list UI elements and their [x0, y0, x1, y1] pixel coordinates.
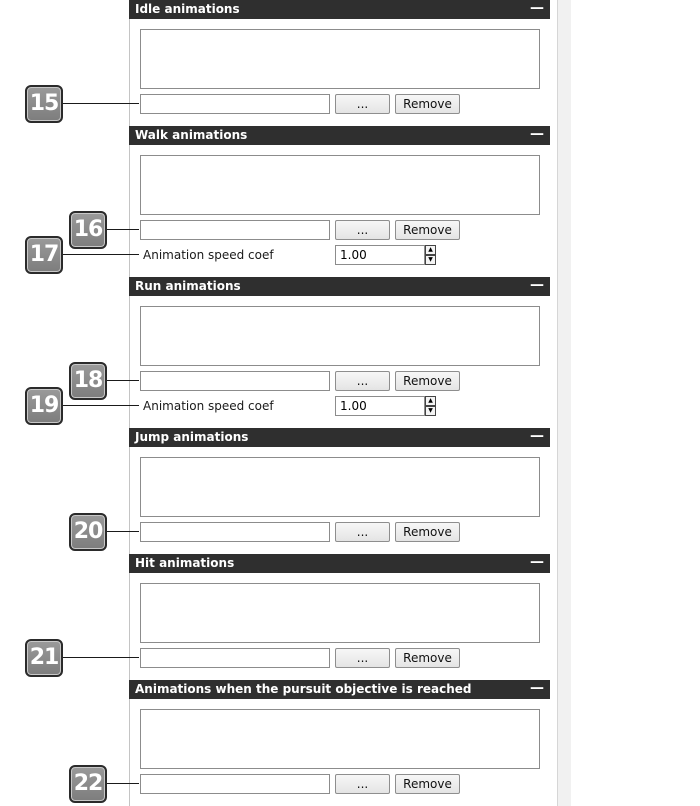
- callout-leader-line: [63, 254, 139, 255]
- hit-remove-button[interactable]: Remove: [395, 648, 460, 668]
- walk-browse-button[interactable]: ...: [335, 220, 390, 240]
- callout-badge: 20: [69, 513, 107, 551]
- collapse-icon[interactable]: —: [530, 680, 544, 696]
- callout-badge: 15: [25, 85, 63, 123]
- section-header-jump[interactable]: [129, 428, 550, 447]
- collapse-icon[interactable]: —: [530, 126, 544, 142]
- section-header-walk[interactable]: [129, 126, 550, 145]
- idle-path-input[interactable]: [140, 94, 330, 114]
- jump-remove-button[interactable]: Remove: [395, 522, 460, 542]
- run-speed-label: Animation speed coef: [143, 399, 274, 413]
- callout-leader-line: [107, 531, 139, 532]
- callout-leader-line: [63, 103, 139, 104]
- section-header-pursuit[interactable]: [129, 680, 550, 699]
- idle-animations-list[interactable]: [140, 29, 540, 89]
- callout-leader-line: [63, 405, 139, 406]
- callout-leader-line: [107, 783, 139, 784]
- section-title-pursuit: Animations when the pursuit objective is reached: [135, 682, 472, 696]
- jump-path-input[interactable]: [140, 522, 330, 542]
- walk-path-input[interactable]: [140, 220, 330, 240]
- idle-browse-button[interactable]: ...: [335, 94, 390, 114]
- walk-speed-stepper[interactable]: [335, 245, 436, 265]
- pursuit-remove-button[interactable]: Remove: [395, 774, 460, 794]
- section-header-idle[interactable]: [129, 0, 550, 19]
- section-title-run: Run animations: [135, 279, 241, 293]
- section-title-jump: Jump animations: [135, 430, 249, 444]
- walk-animations-list[interactable]: [140, 155, 540, 215]
- run-speed-stepper[interactable]: [335, 396, 436, 416]
- run-browse-button[interactable]: ...: [335, 371, 390, 391]
- walk-speed-label: Animation speed coef: [143, 248, 274, 262]
- callout-badge: 19: [25, 387, 63, 425]
- pursuit-path-input[interactable]: [140, 774, 330, 794]
- callout-badge: 22: [69, 765, 107, 803]
- callout-leader-line: [63, 657, 139, 658]
- hit-animations-list[interactable]: [140, 583, 540, 643]
- walk-speed-input[interactable]: [335, 245, 425, 265]
- collapse-icon[interactable]: —: [530, 554, 544, 570]
- spin-up-icon[interactable]: ▲: [425, 245, 436, 255]
- run-animations-list[interactable]: [140, 306, 540, 366]
- spin-down-icon[interactable]: ▼: [425, 406, 436, 416]
- section-header-run[interactable]: [129, 277, 550, 296]
- spin-up-icon[interactable]: ▲: [425, 396, 436, 406]
- walk-remove-button[interactable]: Remove: [395, 220, 460, 240]
- pursuit-browse-button[interactable]: ...: [335, 774, 390, 794]
- run-remove-button[interactable]: Remove: [395, 371, 460, 391]
- run-speed-input[interactable]: [335, 396, 425, 416]
- idle-remove-button[interactable]: Remove: [395, 94, 460, 114]
- section-title-hit: Hit animations: [135, 556, 235, 570]
- collapse-icon[interactable]: —: [530, 428, 544, 444]
- jump-animations-list[interactable]: [140, 457, 540, 517]
- callout-badge: 16: [69, 211, 107, 249]
- hit-browse-button[interactable]: ...: [335, 648, 390, 668]
- jump-browse-button[interactable]: ...: [335, 522, 390, 542]
- callout-badge: 21: [25, 639, 63, 677]
- collapse-icon[interactable]: —: [530, 0, 544, 16]
- section-title-walk: Walk animations: [135, 128, 248, 142]
- spin-down-icon[interactable]: ▼: [425, 255, 436, 265]
- pursuit-animations-list[interactable]: [140, 709, 540, 769]
- callout-badge: 17: [25, 236, 63, 274]
- section-title-idle: Idle animations: [135, 2, 240, 16]
- hit-path-input[interactable]: [140, 648, 330, 668]
- callout-badge: 18: [69, 362, 107, 400]
- run-path-input[interactable]: [140, 371, 330, 391]
- collapse-icon[interactable]: —: [530, 277, 544, 293]
- callout-leader-line: [107, 229, 139, 230]
- section-header-hit[interactable]: [129, 554, 550, 573]
- callout-leader-line: [107, 380, 139, 381]
- panel-right-scrollbar-track: [557, 0, 571, 806]
